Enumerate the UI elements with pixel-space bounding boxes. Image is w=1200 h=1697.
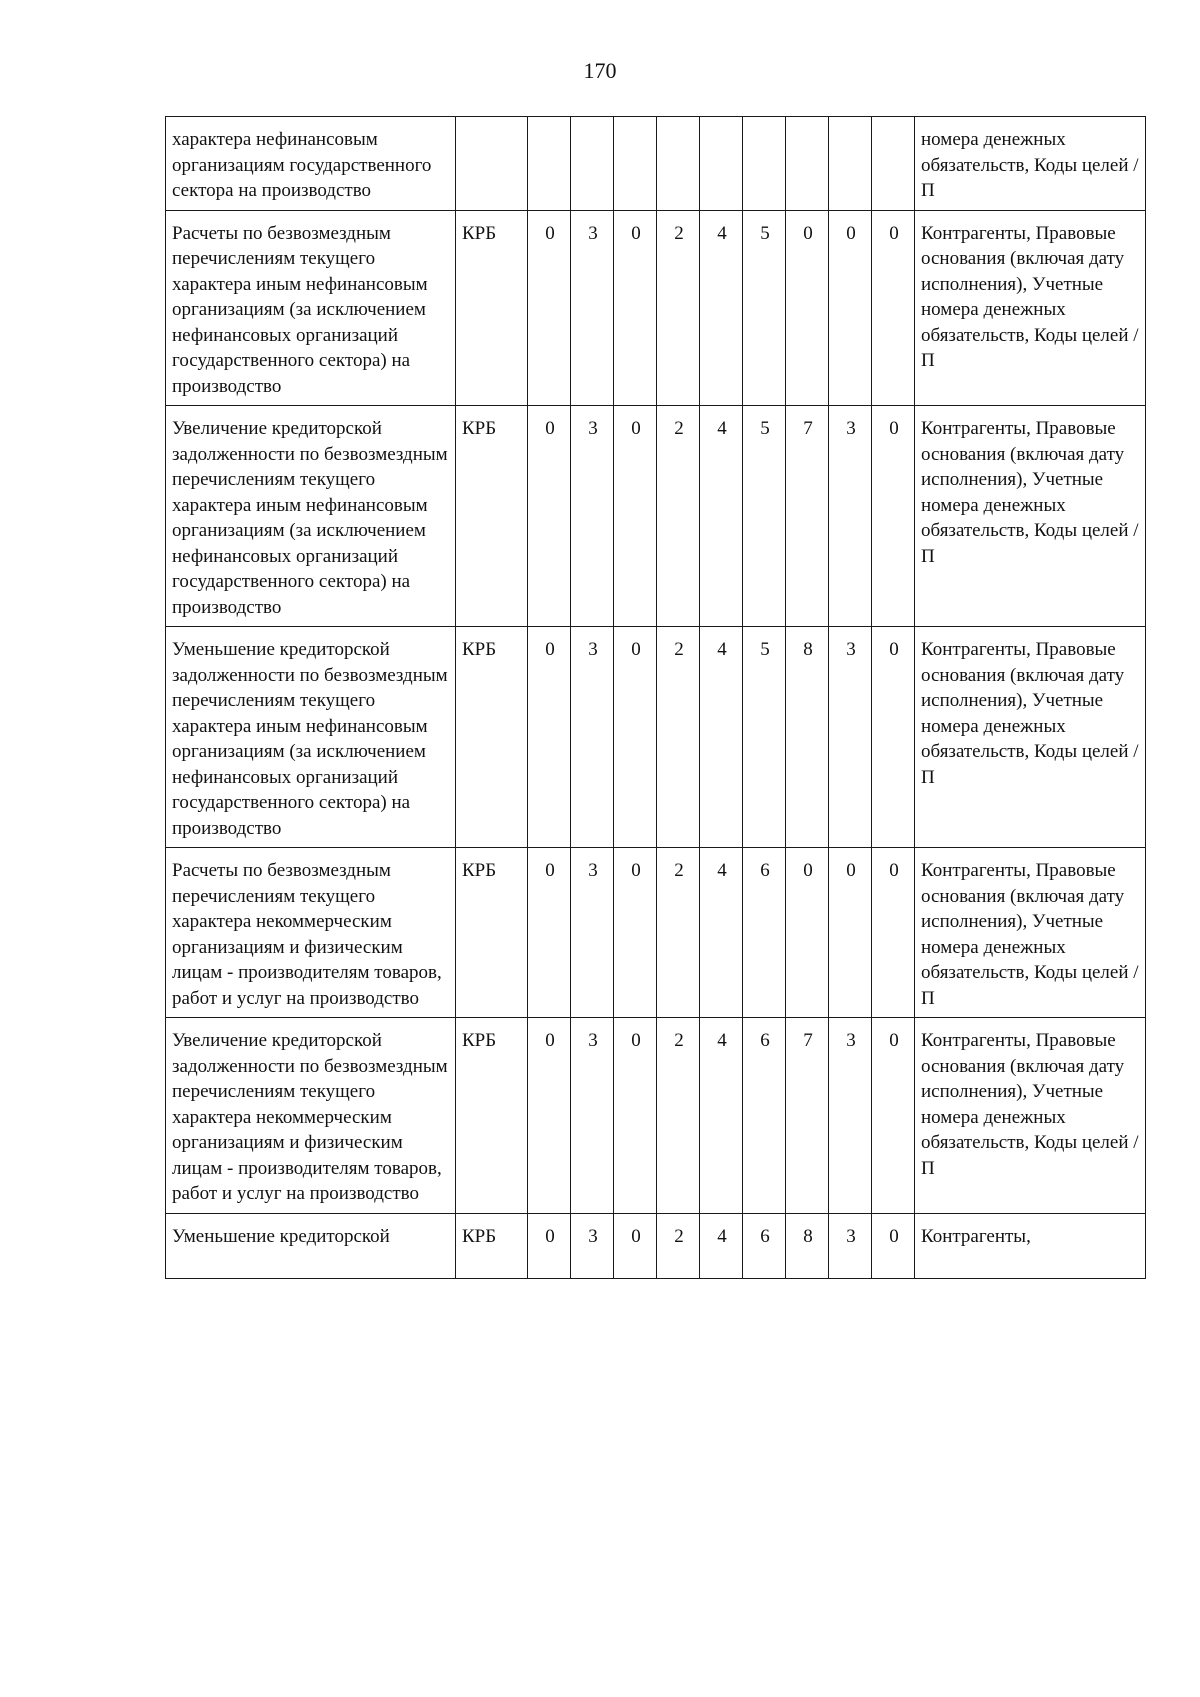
account-digit-cell: 0 [528, 1018, 571, 1214]
account-digit-cell: 0 [528, 406, 571, 627]
account-digit-cell: 3 [571, 1018, 614, 1214]
account-digit-cell: 6 [743, 1018, 786, 1214]
account-digit-cell: 0 [872, 210, 915, 406]
table-row [166, 1018, 1146, 1214]
account-digit-cell: 2 [657, 210, 700, 406]
source-code-cell [456, 117, 528, 211]
account-digit-cell: 0 [872, 1018, 915, 1214]
account-digit-cell: 4 [700, 627, 743, 848]
accounts-table [165, 116, 1146, 1279]
account-name-cell: Расчеты по безвозмездным перечислениям текущего характера некоммерческим организациям и физическим лицам - производителям товаров, работ и услуг на производство [166, 848, 456, 1018]
table-row [166, 627, 1146, 848]
account-digit-cell: 3 [829, 1213, 872, 1278]
account-name-cell: Уменьшение кредиторской [166, 1213, 456, 1278]
analytics-attributes-cell: Контрагенты, [915, 1213, 1146, 1278]
account-name-cell: характера нефинансовым организациям государственного сектора на производство [166, 117, 456, 211]
account-digit-cell: 5 [743, 627, 786, 848]
account-digit-cell: 5 [743, 406, 786, 627]
account-digit-cell: 3 [571, 627, 614, 848]
table-row [166, 406, 1146, 627]
source-code-cell: КРБ [456, 406, 528, 627]
source-code-cell: КРБ [456, 627, 528, 848]
account-digit-cell: 7 [786, 406, 829, 627]
account-digit-cell: 6 [743, 1213, 786, 1278]
account-digit-cell: 2 [657, 848, 700, 1018]
account-digit-cell: 0 [614, 1018, 657, 1214]
account-digit-cell: 3 [571, 848, 614, 1018]
account-digit-cell [528, 117, 571, 211]
account-digit-cell: 3 [571, 210, 614, 406]
account-digit-cell [571, 117, 614, 211]
account-digit-cell: 5 [743, 210, 786, 406]
account-digit-cell: 8 [786, 627, 829, 848]
source-code-cell: КРБ [456, 1213, 528, 1278]
account-digit-cell: 0 [528, 848, 571, 1018]
account-digit-cell: 2 [657, 627, 700, 848]
account-digit-cell: 2 [657, 406, 700, 627]
source-code-cell: КРБ [456, 1018, 528, 1214]
account-name-cell: Увеличение кредиторской задолженности по безвозмездным перечислениям текущего характера иным нефинансовым организациям (за исключением нефинансовых организаций государственного сектора) на производство [166, 406, 456, 627]
account-digit-cell: 3 [571, 1213, 614, 1278]
account-digit-cell: 0 [829, 848, 872, 1018]
table-body [166, 117, 1146, 1279]
account-digit-cell: 0 [872, 627, 915, 848]
account-digit-cell: 4 [700, 1018, 743, 1214]
analytics-attributes-cell: Контрагенты, Правовые основания (включая дату исполнения), Учетные номера денежных обязательств, Коды целей / П [915, 406, 1146, 627]
source-code-cell: КРБ [456, 210, 528, 406]
source-code-cell: КРБ [456, 848, 528, 1018]
account-digit-cell: 4 [700, 210, 743, 406]
account-name-cell: Расчеты по безвозмездным перечислениям текущего характера иным нефинансовым организациям (за исключением нефинансовых организаций государственного сектора) на производство [166, 210, 456, 406]
account-digit-cell: 0 [872, 406, 915, 627]
account-digit-cell [829, 117, 872, 211]
account-digit-cell: 0 [786, 848, 829, 1018]
account-digit-cell: 0 [528, 627, 571, 848]
table-row [166, 848, 1146, 1018]
account-digit-cell [743, 117, 786, 211]
table-row [166, 1213, 1146, 1278]
analytics-attributes-cell: Контрагенты, Правовые основания (включая дату исполнения), Учетные номера денежных обязательств, Коды целей / П [915, 1018, 1146, 1214]
account-name-cell: Увеличение кредиторской задолженности по безвозмездным перечислениям текущего характера некоммерческим организациям и физическим лицам - производителям товаров, работ и услуг на производство [166, 1018, 456, 1214]
account-digit-cell: 2 [657, 1018, 700, 1214]
analytics-attributes-cell: Контрагенты, Правовые основания (включая дату исполнения), Учетные номера денежных обязательств, Коды целей / П [915, 848, 1146, 1018]
account-digit-cell: 0 [528, 210, 571, 406]
account-name-cell: Уменьшение кредиторской задолженности по безвозмездным перечислениям текущего характера иным нефинансовым организациям (за исключением нефинансовых организаций государственного сектора) на производство [166, 627, 456, 848]
page-number: 170 [583, 58, 617, 83]
account-digit-cell: 0 [614, 627, 657, 848]
table-row [166, 210, 1146, 406]
account-digit-cell: 6 [743, 848, 786, 1018]
account-digit-cell [700, 117, 743, 211]
account-digit-cell: 7 [786, 1018, 829, 1214]
account-digit-cell: 3 [829, 1018, 872, 1214]
account-digit-cell: 3 [829, 406, 872, 627]
account-digit-cell: 0 [528, 1213, 571, 1278]
account-digit-cell [872, 117, 915, 211]
account-digit-cell: 2 [657, 1213, 700, 1278]
analytics-attributes-cell: Контрагенты, Правовые основания (включая дату исполнения), Учетные номера денежных обязательств, Коды целей / П [915, 210, 1146, 406]
account-digit-cell: 0 [786, 210, 829, 406]
account-digit-cell: 0 [872, 848, 915, 1018]
analytics-attributes-cell: номера денежных обязательств, Коды целей / П [915, 117, 1146, 211]
account-digit-cell: 0 [614, 848, 657, 1018]
account-digit-cell: 3 [571, 406, 614, 627]
account-digit-cell: 0 [614, 406, 657, 627]
account-digit-cell: 4 [700, 1213, 743, 1278]
account-digit-cell: 0 [614, 1213, 657, 1278]
account-digit-cell: 0 [872, 1213, 915, 1278]
account-digit-cell: 4 [700, 406, 743, 627]
analytics-attributes-cell: Контрагенты, Правовые основания (включая дату исполнения), Учетные номера денежных обязательств, Коды целей / П [915, 627, 1146, 848]
account-digit-cell: 0 [614, 210, 657, 406]
account-digit-cell [657, 117, 700, 211]
account-digit-cell [614, 117, 657, 211]
account-digit-cell: 0 [829, 210, 872, 406]
account-digit-cell: 4 [700, 848, 743, 1018]
account-digit-cell: 8 [786, 1213, 829, 1278]
table-row [166, 117, 1146, 211]
account-digit-cell [786, 117, 829, 211]
account-digit-cell: 3 [829, 627, 872, 848]
